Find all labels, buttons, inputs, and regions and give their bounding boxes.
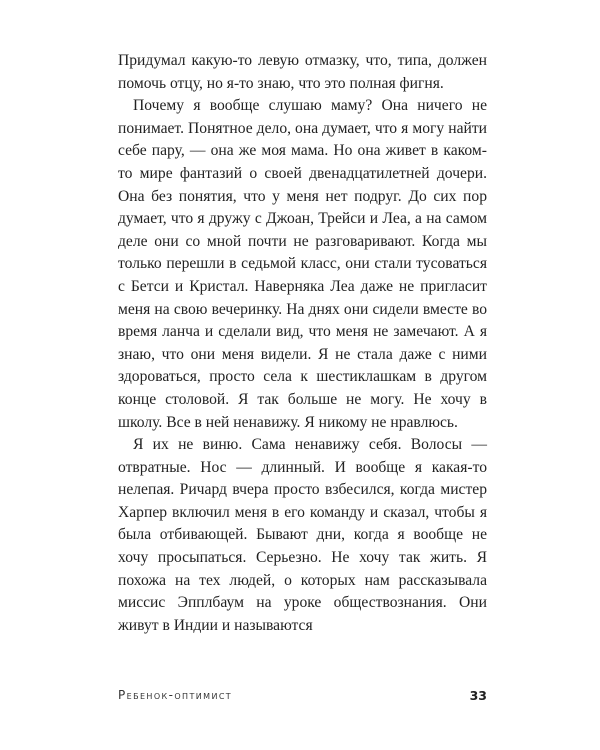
page-footer bbox=[118, 688, 487, 708]
paragraph-1: Придумал какую-то левую отмазку, что, типа, должен помочь отцу, но я-то знаю, что это полная фигня. bbox=[118, 52, 487, 92]
paragraph-3: Я их не виню. Сама ненавижу себя. Волосы — отвратные. Нос — длинный. И вообще я какая-то нелепая. Ричард вчера просто взбесился, когда мистер Харпер включил меня в его команду и сказал, чтобы я была отбивающей. Бывают дни, когда я вообще не хочу просыпаться. Серьезно. Не хочу так жить. Я похожа на тех людей, о которых нам рассказывала миссис Эпплбаум на уроке обществознания. Они живут в Индии и называются bbox=[118, 436, 487, 634]
body-text bbox=[118, 50, 487, 637]
paragraph-2: Почему я вообще слушаю маму? Она ничего не понимает. Понятное дело, она думает, что я могу найти себе пару, — она же моя мама. Но она живет в каком-то мире фантазий о своей двенадцатилетней дочери. Она без понятия, что у меня нет подруг. До сих пор думает, что я дружу с Джоан, Трейси и Леа, а на самом деле они со мной почти не разговаривают. Когда мы только перешли в седьмой класс, они стали тусоваться с Бетси и Кристал. Наверняка Леа даже не пригласит меня на свою вечеринку. На днях они сидели вместе во время ланча и сделали вид, что меня не замечают. А я знаю, что они меня видели. Я не стала даже с ними здороваться, просто села к шестиклашкам в другом конце столовой. Я так больше не могу. Не хочу в школу. Все в ней ненавижу. Я никому не нравлюсь. bbox=[118, 97, 487, 431]
running-head: Ребенок-оптимист bbox=[118, 688, 233, 702]
page-number: 33 bbox=[469, 688, 487, 703]
